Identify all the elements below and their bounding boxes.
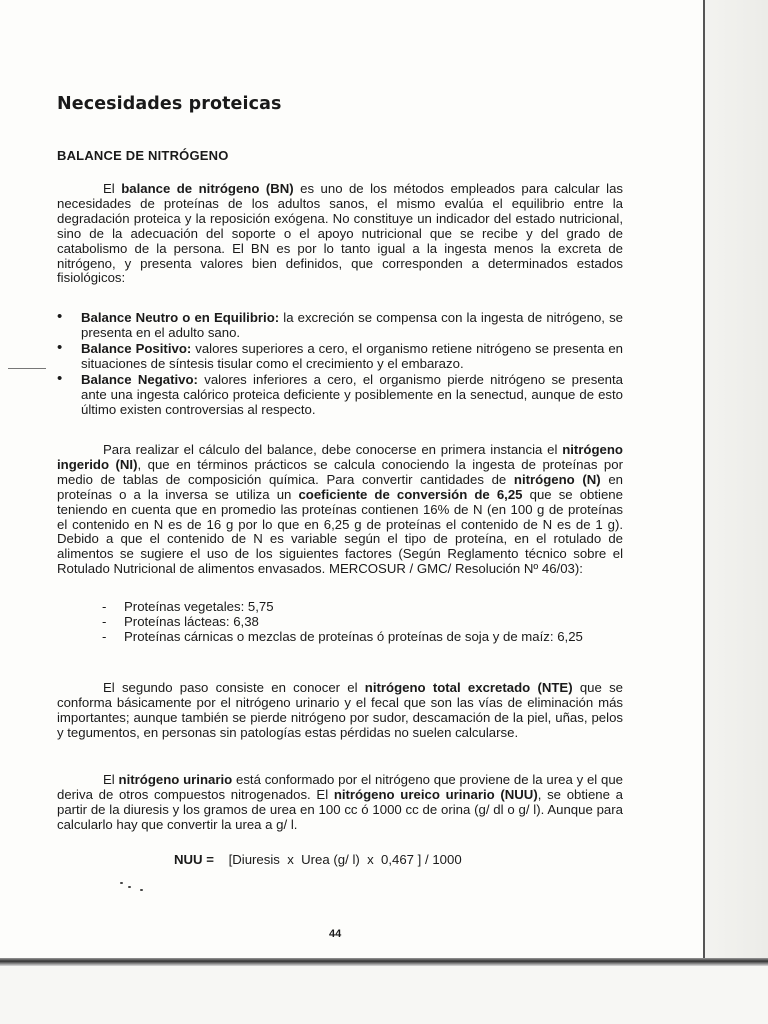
bold-term: Balance Positivo:: [81, 341, 192, 356]
bold-term: nitrógeno (N): [513, 471, 601, 487]
list-item: - Proteínas vegetales: 5,75: [102, 599, 623, 614]
margin-pencil-mark: [8, 368, 46, 369]
page-edge-line: [703, 0, 705, 965]
text-run: El segundo paso consiste en conocer el: [103, 680, 365, 695]
conversion-factors-list: [102, 599, 623, 644]
nuu-formula: [174, 852, 462, 867]
paragraph-intro: [57, 182, 623, 286]
text-run: El: [103, 181, 122, 196]
text-run: , que en términos prácticos se calcula conociendo la ingesta de proteínas por medio de tablas de composición química. Para convertir cantidades de: [57, 456, 623, 487]
paragraph-nitrogen-intake: [57, 443, 623, 577]
list-item: [57, 310, 623, 340]
page-number: 44: [329, 928, 342, 940]
text-run: está conformado por el nitrógeno que proviene de la urea y el que deriva de otros compuestos nitrogenados. El: [57, 772, 624, 802]
bold-term: balance de nitrógeno (BN): [121, 181, 294, 196]
scan-speck: [140, 889, 143, 891]
bold-term: nitrógeno ureico urinario (NUU): [333, 786, 538, 802]
page-bottom-band: [0, 966, 768, 1024]
bold-term: Balance Neutro o en Equilibrio:: [81, 310, 280, 325]
section-heading: BALANCE DE NITRÓGENO: [57, 148, 229, 163]
balance-types-list: [57, 310, 623, 418]
paragraph-nitrogen-excreted: [57, 681, 623, 741]
bold-term: Balance Negativo:: [81, 372, 198, 387]
page-bottom-edge: [0, 958, 768, 966]
text-run: El: [103, 772, 119, 787]
list-item: [57, 341, 623, 371]
bold-term: nitrógeno urinario: [118, 772, 233, 787]
text-run: que se obtiene teniendo en cuenta que en promedio las proteínas contienen 16% de N (en 100 g de proteínas el contenido en N es de 16 g por lo que en 6,25 g de proteínas el contenido de N es de 1 g). Debido a que el contenido de N es variable según el tipo de proteína, en el rotulado de alimentos se sugiere el uso de los siguientes factores (Según Reglamento técnico sobre el Rotulado Nutricional de alimentos envasados. MERCOSUR / GMC/ Resolución Nº 46/03):: [57, 486, 623, 577]
bold-term: nitrógeno total excretado (NTE): [364, 680, 573, 695]
text-run: que se conforma básicamente por el nitrógeno urinario y el fecal que son las vías de eliminación más importantes; aunque también se pierde nitrógeno por sudor, descamación de la piel, uñas, pelos y tegumentos, en personas sin patologías estas pérdidas no suelen calcularse.: [57, 680, 624, 740]
paragraph-urinary-nitrogen: [57, 773, 623, 833]
list-item: [57, 372, 623, 417]
formula-expression: [Diuresis x Urea (g/ l) x 0,467 ] / 1000: [228, 852, 462, 867]
text-run: Para realizar el cálculo del balance, debe conocerse en primera instancia el: [103, 442, 563, 457]
text-run: valores superiores a cero, el organismo retiene nitrógeno se presenta en situaciones de síntesis tisular como el crecimiento y el embarazo.: [81, 341, 623, 371]
formula-label: NUU =: [174, 852, 214, 867]
page-title: Necesidades proteicas: [57, 94, 282, 114]
text-run: en proteínas o a la inversa se utiliza un: [57, 471, 623, 502]
text-run: la excreción se compensa con la ingesta de nitrógeno, se presenta en el adulto sano.: [81, 310, 624, 340]
list-item: - Proteínas lácteas: 6,38: [102, 614, 623, 629]
bold-term: coeficiente de conversión de 6,25: [298, 486, 523, 502]
page-edge-shadow: [703, 0, 768, 1024]
scan-speck: [120, 882, 123, 884]
text-run: es uno de los métodos empleados para calcular las necesidades de proteínas de los adultos sanos, el mismo evalúa el equilibrio entre la degradación proteica y la reposición exógena. No constituye un indicador del estado nutricional, sino de la adecuación del soporte o el apoyo nutricional que se recibe y del grado de catabolismo de la persona. El BN es por lo tanto igual a la ingesta menos la excreta de nitrógeno, y presenta valores bien definidos, que corresponden a determinados estados fisiológicos:: [57, 181, 624, 286]
list-item: - Proteínas cárnicas o mezclas de proteínas ó proteínas de soja y de maíz: 6,25: [102, 629, 623, 644]
text-run: valores inferiores a cero, el organismo pierde nitrógeno se presenta ante una ingesta calórico proteica deficiente y posiblemente en la senectud, aunque de esto último existen controversias al respecto.: [81, 372, 623, 417]
text-run: , se obtiene a partir de la diuresis y los gramos de urea en 100 cc ó 1000 cc de orina (g/ dl o g/ l). Aunque para calcularlo hay que convertir la urea a g/ l.: [57, 786, 623, 832]
scan-speck: [128, 886, 131, 888]
bold-term: nitrógeno ingerido (NI): [57, 442, 623, 472]
